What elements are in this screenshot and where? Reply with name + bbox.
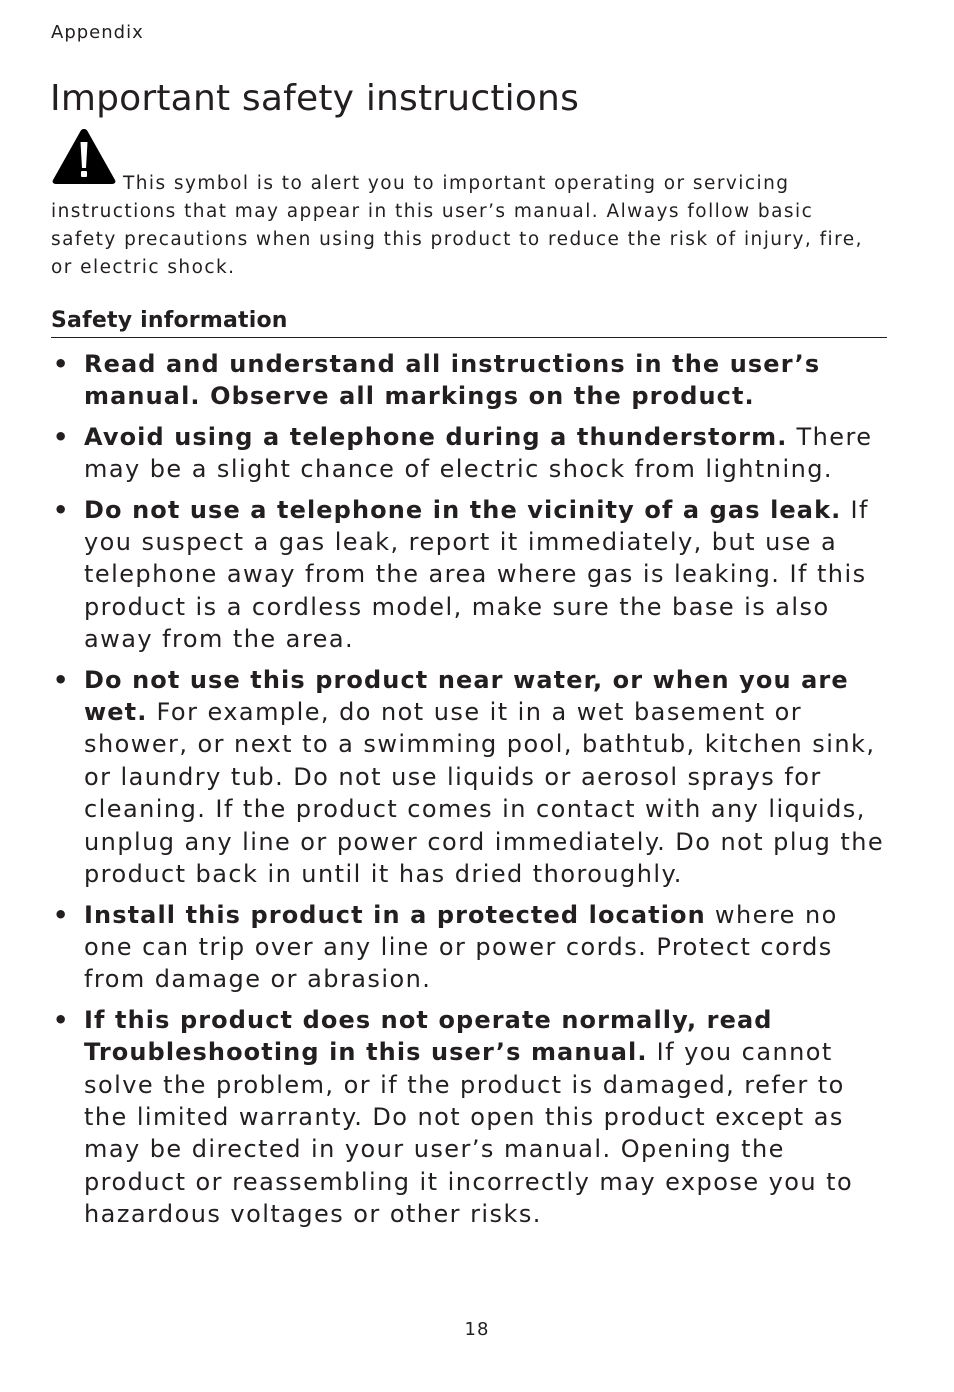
list-item [51,664,891,891]
section-label: Appendix [51,22,144,43]
bullet-body-text: For example, do not use it in a wet basement or shower, or next to a swimming pool, bathtub, kitchen sink, or laundry tub. Do not use liquids or aerosol sprays for cleaning. If the product comes in contact with any liquids, unplug any line or power cord immediately. Do not plug the product back in until it has dried thoroughly. [84,698,885,889]
bullet-icon: • [53,1005,70,1034]
list-item [51,899,891,996]
bullet-bold-text: Do not use this product near water, or when you are wet. [84,665,849,727]
bullet-icon: • [53,422,70,451]
bullet-bold-text: Do not use a telephone in the vicinity of a gas leak. [84,495,842,524]
bullet-icon: • [53,350,70,378]
warning-triangle-icon [52,128,116,184]
bullet-body-text: If you cannot solve the problem, or if the product is damaged, refer to the limited warranty. Do not open this product except as may be directed in your user’s manual. Opening the product or reassembling it incorrectly may expose you to hazardous voltages or other risks. [84,1038,854,1229]
list-item [51,494,891,656]
safety-bullet-list [51,348,891,1239]
bullet-bold-text: Read and understand all instructions in the user’s manual. Observe all markings on the product. [84,350,821,411]
list-item [51,421,891,486]
safety-alert-block [51,128,871,282]
bullet-body-text: There may be a slight chance of electric shock from lightning. [84,422,873,484]
bullet-bold-text: Install this product in a protected location [84,900,706,929]
bullet-icon: • [53,495,70,524]
bullet-bold-text: If this product does not operate normally, read Troubleshooting in this user’s manual. [84,1005,773,1067]
page-number: 18 [464,1319,490,1340]
bullet-body-text: If you suspect a gas leak, report it immediately, but use a telephone away from the area where gas is leaking. If this product is a cordless model, make sure the base is also away from the area. [84,495,869,654]
list-item [51,348,891,413]
bullet-body-text: where no one can trip over any line or power cords. Protect cords from damage or abrasion. [84,900,838,994]
bullet-icon: • [53,900,70,929]
list-item [51,1004,891,1231]
bullet-icon: • [53,665,70,694]
safety-information-heading: Safety information [51,308,887,338]
page-title: Important safety instructions [50,78,580,119]
alert-description: This symbol is to alert you to important operating or servicing instructions that may appear in this user’s manual. Always follow basic safety precautions when using this product to reduce the risk of injury, fire, or electric shock. [51,173,863,278]
bullet-bold-text: Avoid using a telephone during a thunderstorm. [84,422,788,451]
